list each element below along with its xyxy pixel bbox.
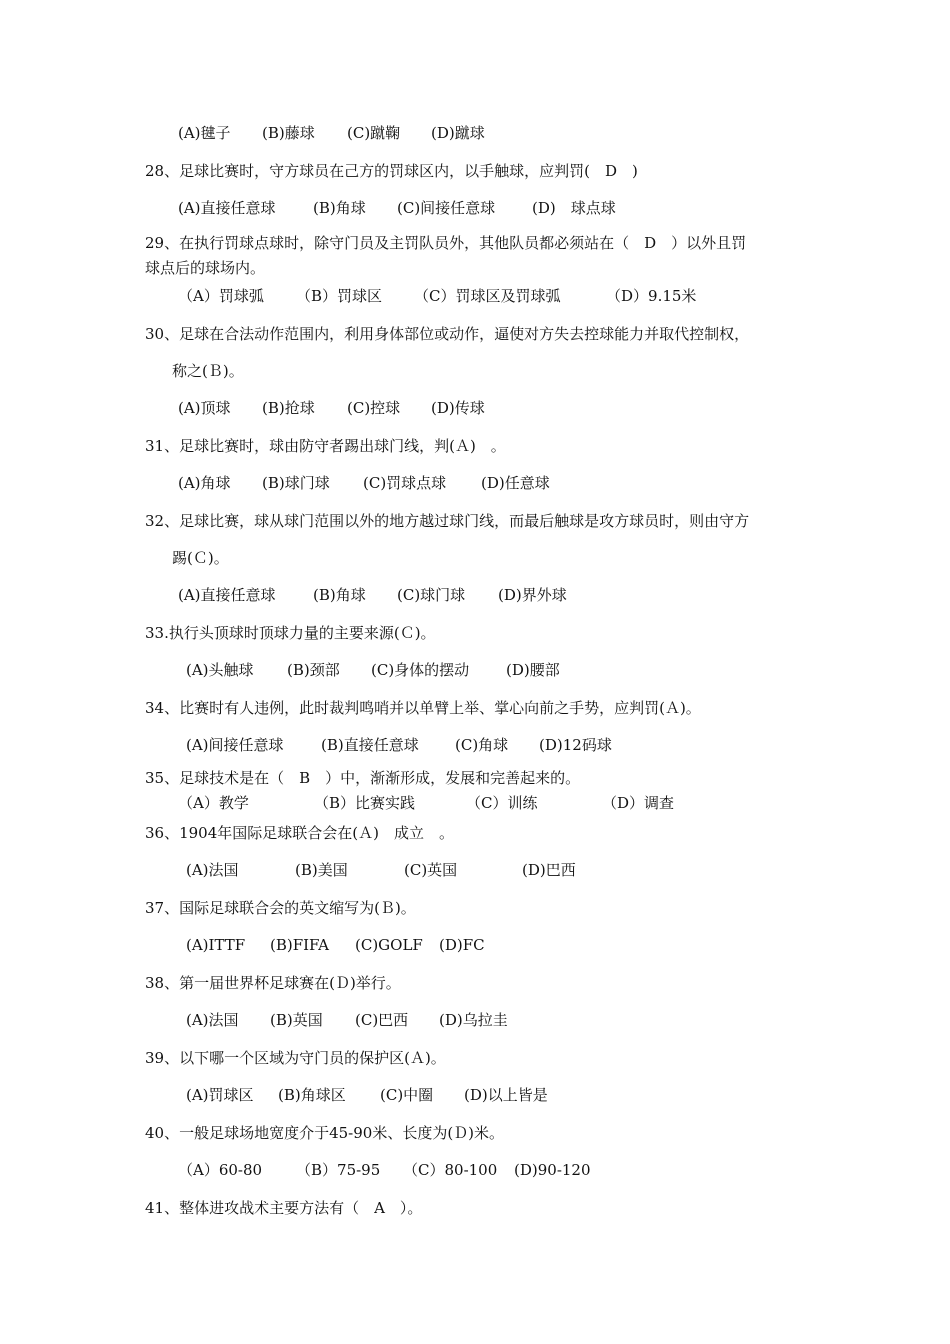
answer-option: (B)颈部 xyxy=(287,661,340,679)
answer-option: （C）罚球区及罚球弧 xyxy=(414,287,561,305)
question-text: 28、足球比赛时，守方球员在己方的罚球区内，以手触球，应判罚( D ) xyxy=(145,162,638,180)
answer-option: (C)巴西 xyxy=(355,1011,409,1029)
answer-option: （C）80-100 xyxy=(403,1161,498,1179)
answer-option: （B）罚球区 xyxy=(296,287,383,305)
answer-option: (A)顶球 xyxy=(178,399,231,417)
answer-option: (C)英国 xyxy=(404,861,458,879)
question-continuation: 踢(Ｃ)。 xyxy=(172,549,229,567)
answer-option: (C)控球 xyxy=(347,399,401,417)
question-text: 33.执行头顶球时顶球力量的主要来源(Ｃ)。 xyxy=(145,624,436,642)
answer-option: (D)以上皆是 xyxy=(464,1086,548,1104)
answer-option: (B)FIFA xyxy=(270,936,329,954)
answer-option: (A)ITTF xyxy=(186,936,246,954)
answer-option: (D)90-120 xyxy=(514,1161,591,1179)
answer-option: （C）训练 xyxy=(466,794,538,812)
question-text: 32、足球比赛，球从球门范围以外的地方越过球门线，而最后触球是攻方球员时，则由守方 xyxy=(145,512,750,530)
answer-option: (D)巴西 xyxy=(522,861,576,879)
question-text: 39、以下哪一个区域为守门员的保护区(Ａ)。 xyxy=(145,1049,446,1067)
answer-option: (B)直接任意球 xyxy=(321,736,419,754)
answer-option: （D）9.15米 xyxy=(606,287,697,305)
question-text: 30、足球在合法动作范围内，利用身体部位或动作，逼使对方失去控球能力并取代控制权， xyxy=(145,325,750,343)
answer-option: (A)间接任意球 xyxy=(186,736,284,754)
answer-option: (C)间接任意球 xyxy=(397,199,496,217)
answer-option: (D)FC xyxy=(439,936,485,954)
answer-option: (A)毽子 xyxy=(178,124,231,142)
answer-option: (D) 球点球 xyxy=(532,199,616,217)
answer-option: (C)角球 xyxy=(455,736,509,754)
answer-option: (B)角球区 xyxy=(278,1086,346,1104)
answer-option: (D)12码球 xyxy=(539,736,612,754)
answer-option: (D)界外球 xyxy=(498,586,567,604)
question-text: 38、第一届世界杯足球赛在(Ｄ)举行。 xyxy=(145,974,401,992)
question-continuation: 称之(Ｂ)。 xyxy=(172,362,244,380)
answer-option: (A)直接任意球 xyxy=(178,586,276,604)
answer-option: (B)球门球 xyxy=(262,474,330,492)
answer-option: (C)GOLF xyxy=(355,936,423,954)
answer-option: (D)乌拉圭 xyxy=(439,1011,508,1029)
answer-option: （D）调查 xyxy=(602,794,675,812)
answer-option: (D)腰部 xyxy=(506,661,560,679)
answer-option: (A)法国 xyxy=(186,1011,239,1029)
question-text: 29、在执行罚球点球时，除守门员及主罚队员外，其他队员都必须站在（ D ）以外且罚 xyxy=(145,234,747,252)
answer-option: (B)藤球 xyxy=(262,124,315,142)
question-text: 37、国际足球联合会的英文缩写为(Ｂ)。 xyxy=(145,899,416,917)
answer-option: (A)法国 xyxy=(186,861,239,879)
question-text: 36、1904年国际足球联合会在(Ａ) 成立 。 xyxy=(145,824,454,842)
answer-option: (D)传球 xyxy=(431,399,485,417)
answer-option: （A）罚球弧 xyxy=(178,287,264,305)
answer-option: (B)英国 xyxy=(270,1011,323,1029)
answer-option: （B）75-95 xyxy=(296,1161,381,1179)
answer-option: （A）教学 xyxy=(178,794,249,812)
answer-option: (C)罚球点球 xyxy=(363,474,447,492)
answer-option: (B)角球 xyxy=(313,586,366,604)
question-text: 41、整体进攻战术主要方法有（ A ）。 xyxy=(145,1199,423,1217)
answer-option: (A)罚球区 xyxy=(186,1086,254,1104)
answer-option: (D)任意球 xyxy=(481,474,550,492)
answer-option: （A）60-80 xyxy=(178,1161,263,1179)
question-continuation: 球点后的球场内。 xyxy=(145,259,266,277)
question-text: 31、足球比赛时，球由防守者踢出球门线，判(Ａ) 。 xyxy=(145,437,506,455)
question-text: 34、比赛时有人违例，此时裁判鸣哨并以单臂上举、掌心向前之手势，应判罚(Ａ)。 xyxy=(145,699,701,717)
question-text: 40、一般足球场地宽度介于45-90米、长度为(Ｄ)米。 xyxy=(145,1124,505,1142)
answer-option: (C)身体的摆动 xyxy=(371,661,470,679)
answer-option: (A)角球 xyxy=(178,474,231,492)
answer-option: (B)抢球 xyxy=(262,399,315,417)
answer-option: (A)直接任意球 xyxy=(178,199,276,217)
answer-option: (C)球门球 xyxy=(397,586,466,604)
answer-option: (C)蹴鞠 xyxy=(347,124,401,142)
answer-option: (B)美国 xyxy=(295,861,348,879)
answer-option: (C)中圈 xyxy=(380,1086,434,1104)
answer-option: (A)头触球 xyxy=(186,661,254,679)
answer-option: （B）比赛实践 xyxy=(314,794,416,812)
answer-option: (D)蹴球 xyxy=(431,124,485,142)
question-text: 35、足球技术是在（ B ）中，渐渐形成，发展和完善起来的。 xyxy=(145,769,581,787)
answer-option: (B)角球 xyxy=(313,199,366,217)
